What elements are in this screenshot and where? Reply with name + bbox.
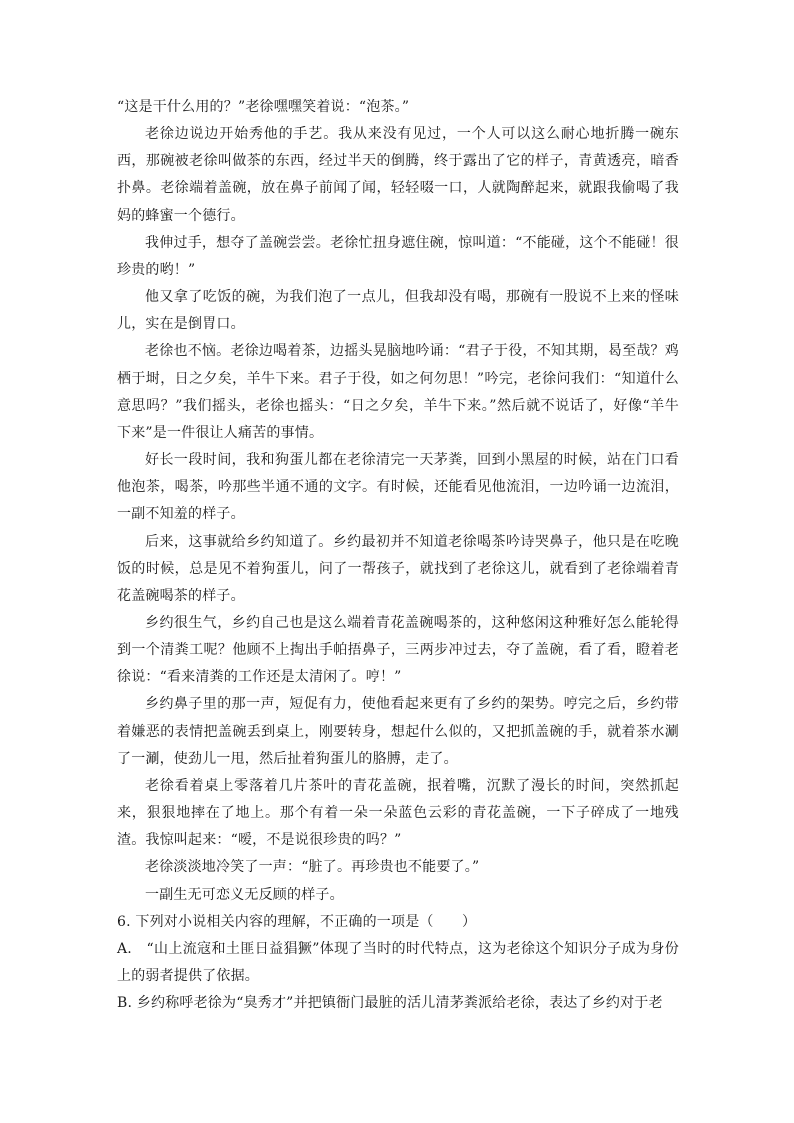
paragraph-9: 乡约鼻子里的那一声，短促有力，使他看起来更有了乡约的架势。哼完之后，乡约带着嫌恶的表情把盖碗丢到桌上，刚要转身，想起什么似的，又把抓盖碗的手，就着茶水涮了一涮，使劲儿一甩，然后扯着狗蛋儿的胳膊，走了。 [117, 696, 679, 767]
paragraph-5: 老徐也不恼。老徐边喝着茶，边摇头晃脑地吟诵：“君子于役，不知其期，曷至哉？鸡栖于埘，日之夕矣，羊牛下来。君子于役，如之何勿思！”吟完，老徐问我们：“知道什么意思吗？”我们摇头，老徐也摇头：“日之夕矣，羊牛下来。”然后就不说话了，好像“羊牛下来”是一件很让人痛苦的事情。 [117, 343, 679, 441]
paragraph-2: 老徐边说边开始秀他的手艺。我从来没有见过，一个人可以这么耐心地折腾一碗东西，那碗被老徐叫做茶的东西，经过半天的倒腾，终于露出了它的样子，青黄透亮，暗香扑鼻。老徐端着盖碗，放在鼻子前闻了闻，轻轻啜一口，人就陶醉起来，就跟我偷喝了我妈的蜂蜜一个德行。 [117, 126, 679, 224]
paragraph-11: 老徐淡淡地冷笑了一声：“脏了。再珍贵也不能要了。” [145, 859, 480, 876]
paragraph-10: 老徐看着桌上零落着几片茶叶的青花盖碗，抿着嘴，沉默了漫长的时间，突然抓起来，狠狠地摔在了地上。那个有着一朵一朵蓝色云彩的青花盖碗，一下子碎成了一地残渣。我惊叫起来：“嗳，不是说很珍贵的吗？” [117, 777, 679, 849]
question-option-b: B. 乡约称呼老徐为“臭秀才”并把镇衙门最脏的活儿清茅粪派给老徐，表达了乡约对于老 [117, 995, 663, 1012]
question-stem: 6. 下列对小说相关内容的理解，不正确的一项是（ ） [117, 913, 477, 930]
paragraph-12: 一副生无可恋义无反顾的样子。 [145, 886, 344, 903]
question-option-a: A. “山上流寇和土匪日益猖獗”体现了当时的时代特点，这为老徐这个知识分子成为身份上的弱者提供了依据。 [117, 940, 679, 984]
paragraph-1: “这是干什么用的？”老徐嘿嘿笑着说：“泡茶。” [117, 99, 410, 115]
paragraph-8: 乡约很生气，乡约自己也是这么端着青花盖碗喝茶的，这种悠闲这种雅好怎么能轮得到一个清粪工呢？他顾不上掏出手帕捂鼻子，三两步冲过去，夺了盖碗，看了看，瞪着老徐说：“看来清粪的工作还是太清闲了。哼！” [117, 614, 679, 686]
paragraph-7: 后来，这事就给乡约知道了。乡约最初并不知道老徐喝茶吟诗哭鼻子，他只是在吃晚饭的时候，总是见不着狗蛋儿，问了一帮孩子，就找到了老徐这儿，就看到了老徐端着青花盖碗喝茶的样子。 [117, 533, 679, 604]
paragraph-6: 好长一段时间，我和狗蛋儿都在老徐清完一天茅粪，回到小黑屋的时候，站在门口看他泡茶，喝茶，吟那些半通不通的文字。有时候，还能看见他流泪，一边吟诵一边流泪，一副不知羞的样子。 [117, 452, 679, 523]
document-page [117, 94, 679, 1017]
paragraph-3: 我伸过手，想夺了盖碗尝尝。老徐忙扭身遮住碗，惊叫道：“不能碰，这个不能碰！很珍贵的哟！” [117, 234, 679, 278]
paragraph-4: 他又拿了吃饭的碗，为我们泡了一点儿，但我却没有喝，那碗有一股说不上来的怪味儿，实在是倒胃口。 [117, 289, 679, 333]
